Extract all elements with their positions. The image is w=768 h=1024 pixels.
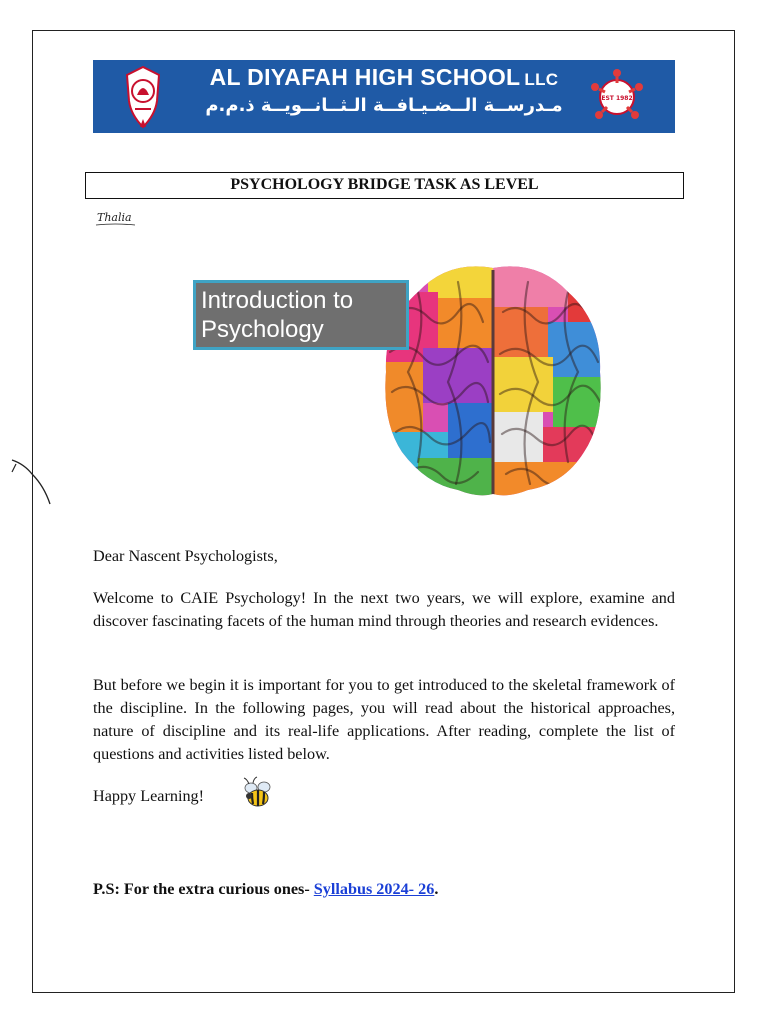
letter-greeting: Dear Nascent Psychologists, xyxy=(93,547,278,565)
letter-signoff: Happy Learning! xyxy=(93,787,205,805)
document-title: PSYCHOLOGY BRIDGE TASK AS LEVEL xyxy=(85,172,684,199)
school-suffix: LLC xyxy=(524,70,559,89)
anniversary-logo-icon xyxy=(589,67,645,125)
syllabus-link[interactable]: Syllabus 2024- 26 xyxy=(313,880,435,898)
school-banner xyxy=(93,60,675,133)
pen-mark xyxy=(10,458,60,506)
signature-text: Thalia xyxy=(97,211,132,224)
brain-icon xyxy=(378,262,608,504)
letter-paragraph-2: But before we begin it is important for you to get introduced to the skeletal framework of the discipline. In the following pages, you will read about the historical approaches, nature of discipline and its real-life applications. After reading, complete the list of questions and activities listed below. xyxy=(93,676,675,763)
logo-year: EST 1982 xyxy=(601,95,633,102)
ps-prefix: P.S: For the extra curious ones- xyxy=(93,880,314,898)
ps-suffix: . xyxy=(434,880,439,898)
handwritten-signature xyxy=(95,206,139,228)
intro-caption-line2: Psychology xyxy=(201,316,324,343)
bee-icon xyxy=(240,775,276,811)
school-name: AL DIYAFAH HIGH SCHOOL LLC xyxy=(209,64,559,90)
letter-postscript xyxy=(93,878,675,901)
intro-caption-line1: Introduction to xyxy=(201,287,354,314)
school-name-arabic: مـدرســة الــضـيـافــة الـثــانــويــة ذ.م.م xyxy=(205,95,563,116)
intro-caption xyxy=(193,280,409,350)
letter-paragraph-1: Welcome to CAIE Psychology! In the next two years, we will explore, examine and discover fascinating facets of the human mind through theories and research evidences. xyxy=(93,589,675,630)
